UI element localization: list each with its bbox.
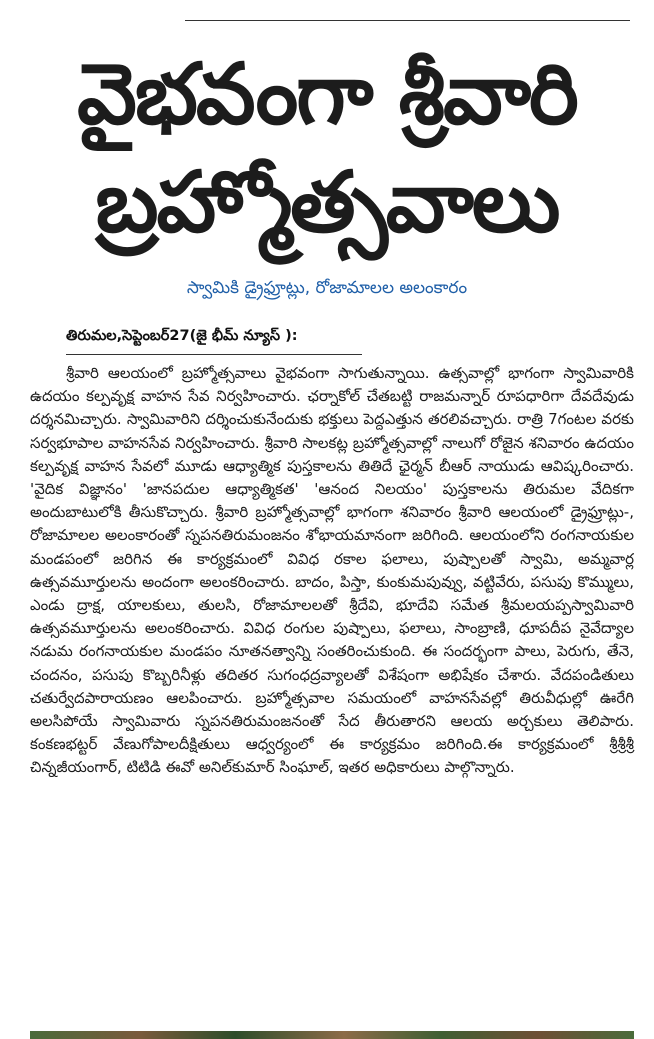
headline — [0, 45, 654, 251]
article-body: శ్రీవారి ఆలయంలో బ్రహ్మోత్సవాలు వైభవంగా సాగుతున్నాయి. ఉత్సవాల్లో భాగంగా స్వామివారికి ఉదయం కల్పవృక్ష వాహన సేవ నిర్వహించారు. ఛర్నాకోల్ చేతబట్టి రాజమన్నార్ రూపధారిగా దేవదేవుడు దర్శనమిచ్చారు. స్వామివారిని దర్శించుకునేందుకు భక్తులు పెద్దఎత్తున తరలివచ్చారు. రాత్రి 7గంటల వరకు సర్వభూపాల వాహనసేవ నిర్వహించారు. శ్రీవారి సాలకట్ల బ్రహ్మోత్సవాల్లో నాలుగో రోజైన శనివారం ఉదయం కల్పవృక్ష వాహన సేవలో మూడు ఆధ్యాత్మిక పుస్తకాలను తితిదే ఛైర్మన్ బీఆర్ నాయుడు ఆవిష్కరించారు. 'వైదిక విజ్ఞానం' 'జానపదుల ఆధ్యాత్మికత' 'ఆనంద నిలయం' పుస్తకాలను తిరుమల వేదికగా అందుబాటులోకి తీసుకొచ్చారు. శ్రీవారి బ్రహ్మోత్సవాల్లో భాగంగా శనివారం శ్రీవారి ఆలయంలో డ్రైఫ్రూట్లు-, రోజామాలల అలంకారంతో స్నపనతిరుమంజనం శోభాయమానంగా జరిగింది. ఆలయంలోని రంగనాయకుల మండపంలో జరిగిన ఈ కార్యక్రమంలో వివిధ రకాల ఫలాలు, పుష్పాలతో స్వామి, అమ్మవార్ల ఉత్సవమూర్తులను అందంగా అలంకరించారు. బాదం, పిస్తా, కుంకుమపువ్వు, వట్టివేరు, పసుపు కొమ్ములు, ఎండు ద్రాక్ష, యాలకులు, తులసి, రోజామాలలతో శ్రీదేవి, భూదేవి సమేత శ్రీమలయప్పస్వామివారి ఉత్సవమూర్తులను అలంకరించారు. వివిధ రంగుల పుష్పాలు, ఫలాలు, సాంబ్రాణి, ధూపదీప నైవేద్యాల నడుమ రంగనాయకుల మండపం నూతనత్వాన్ని సంతరించుకుంది. ఈ సందర్భంగా పాలు, పెరుగు, తేనె, చందనం, పసుపు కొబ్బరినీళ్లు తదితర సుగంధద్రవ్యాలతో విశేషంగా అభిషేకం చేశారు. వేదపండితులు చతుర్వేదపారాయణం ఆలపించారు. బ్రహ్మోత్సవాల సమయంలో వాహనసేవల్లో తిరువీధుల్లో ఊరేగి అలసిపోయే స్వామివారు స్నపనతిరుమంజనంతో సేద తీరుతారని ఆలయ అర్చకులు తెలిపారు. కంకణభట్టర్ వేణుగోపాలదీక్షితులు ఆధ్వర్యంలో ఈ కార్యక్రమం జరిగింది.ఈ కార్యక్రమంలో శ్రీశ్రీశ్రీ చిన్నజీయంగార్, టిటిడి ఈవో అనిల్‌కుమార్ సింఘాల్, ఇతర అధికారులు పాల్గొన్నారు. — [30, 364, 634, 777]
headline-line-2: బ్రహ్మోత్సవాలు — [95, 153, 559, 251]
subheadline: స్వామికి డ్రైఫ్రూట్లు, రోజామాలల అలంకారం — [186, 278, 468, 298]
headline-line-1: వైభవంగా శ్రీవారి — [77, 45, 577, 143]
dateline: తిరుమల,సెప్టెంబర్27(జై భీమ్ న్యూస్ ): — [66, 328, 362, 355]
photo — [30, 1031, 634, 1039]
top-rule — [185, 20, 630, 21]
